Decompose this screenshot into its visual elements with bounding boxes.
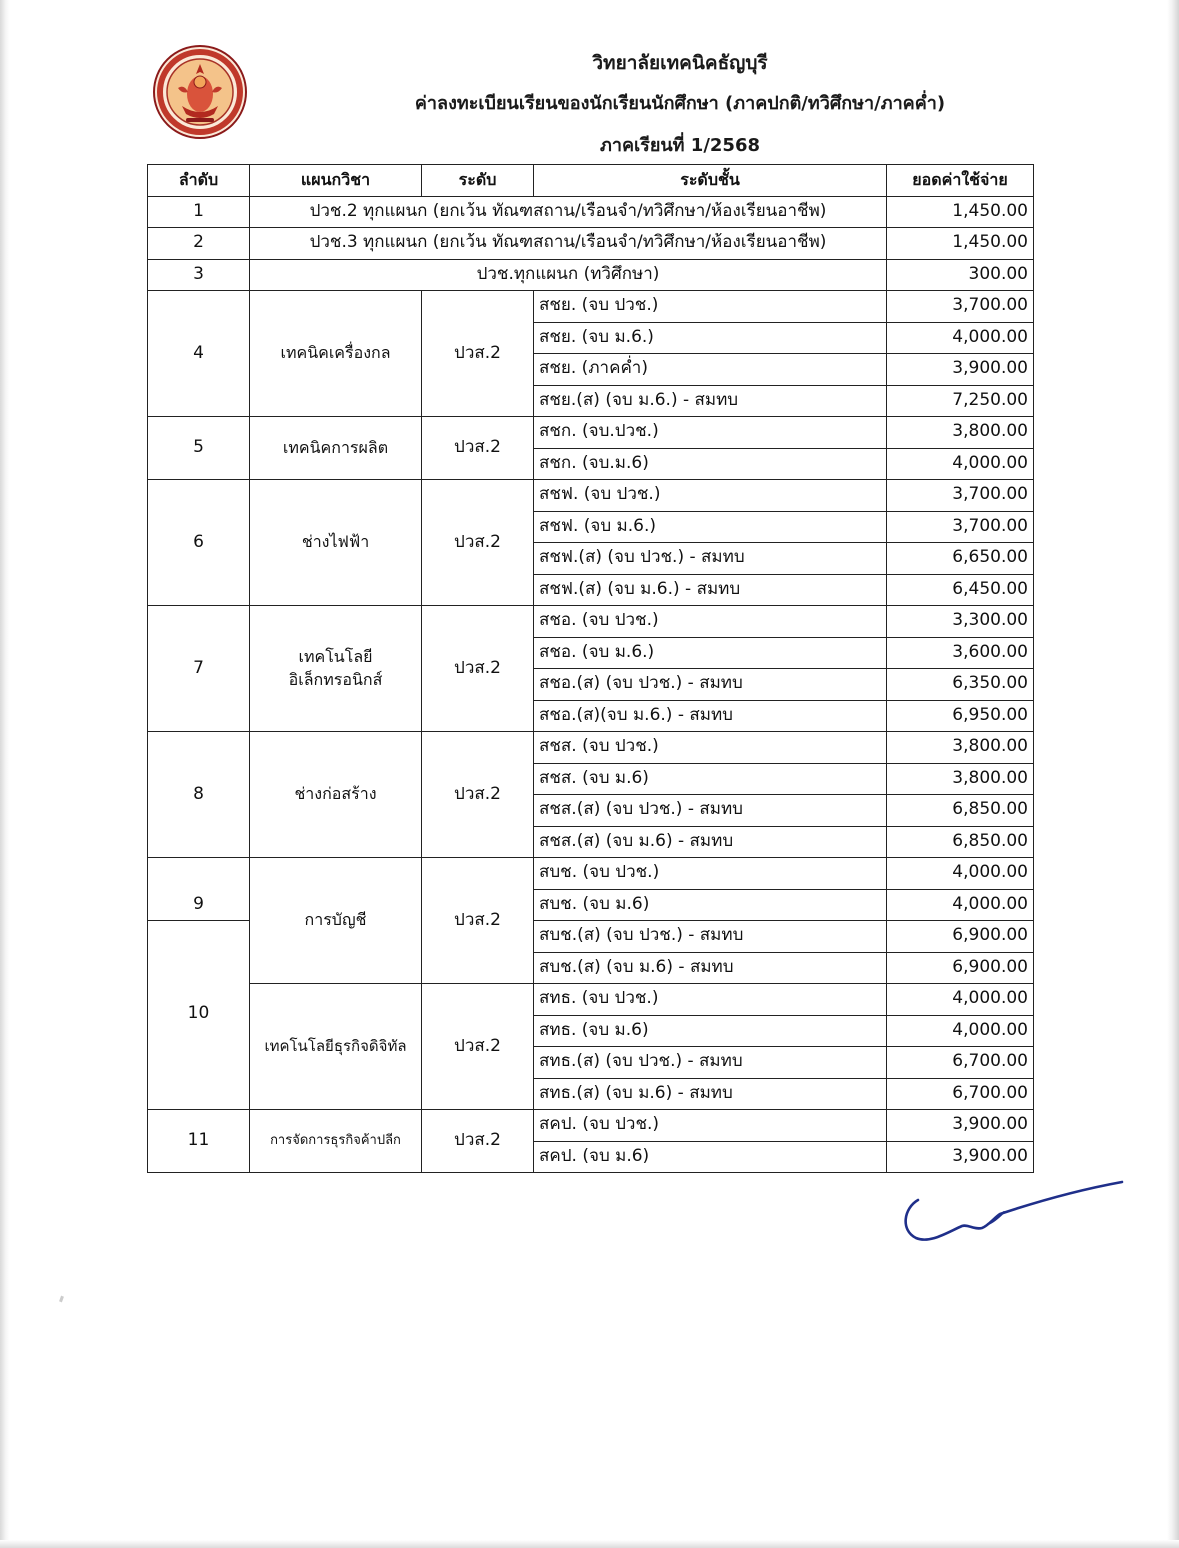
class-label: สชย. (ภาคค่ำ) — [534, 354, 887, 386]
row-description: ปวช.3 ทุกแผนก (ยกเว้น ทัณฑสถาน/เรือนจำ/ทวิศึกษา/ห้องเรียนอาชีพ) — [250, 228, 887, 260]
class-label: สคป. (จบ ม.6) — [534, 1141, 887, 1173]
table-row — [148, 196, 1034, 228]
college-seal-logo — [152, 44, 248, 140]
college-name: วิทยาลัยเทคนิคธัญบุรี — [592, 52, 768, 74]
class-label: สชอ. (จบ ปวช.) — [534, 606, 887, 638]
class-label: สชก. (จบ.ปวช.) — [534, 417, 887, 449]
class-amount: 3,300.00 — [887, 606, 1034, 638]
class-label: สคป. (จบ ปวช.) — [534, 1110, 887, 1142]
class-label: สชย.(ส) (จบ ม.6.) - สมทบ — [534, 385, 887, 417]
class-amount: 3,900.00 — [887, 354, 1034, 386]
class-amount: 3,600.00 — [887, 637, 1034, 669]
class-amount: 6,850.00 — [887, 826, 1034, 858]
class-amount: 4,000.00 — [887, 889, 1034, 921]
table-header-row — [148, 165, 1034, 197]
registration-fee-table — [147, 164, 1034, 1173]
class-amount: 3,700.00 — [887, 511, 1034, 543]
class-label: สชฟ.(ส) (จบ ม.6.) - สมทบ — [534, 574, 887, 606]
row-no: 3 — [148, 259, 250, 291]
class-label: สชย. (จบ ปวช.) — [534, 291, 887, 323]
group-department: เทคนิคเครื่องกล — [250, 291, 422, 417]
page-shadow-right — [1167, 0, 1179, 1548]
group-department: การจัดการธุรกิจค้าปลีก — [250, 1110, 422, 1173]
row-amount: 1,450.00 — [887, 228, 1034, 260]
group-no: 9 — [148, 858, 250, 921]
table-row — [148, 1110, 1034, 1142]
class-label: สชฟ. (จบ ปวช.) — [534, 480, 887, 512]
class-amount: 6,350.00 — [887, 669, 1034, 701]
group-no: 8 — [148, 732, 250, 858]
group-no: 7 — [148, 606, 250, 732]
class-amount: 4,000.00 — [887, 984, 1034, 1016]
row-no: 1 — [148, 196, 250, 228]
class-label: สชฟ. (จบ ม.6.) — [534, 511, 887, 543]
class-amount: 6,450.00 — [887, 574, 1034, 606]
table-row — [148, 259, 1034, 291]
semester-label: ภาคเรียนที่ 1/2568 — [599, 135, 760, 156]
table-row — [148, 228, 1034, 260]
group-department: การบัญชี — [250, 858, 422, 984]
table-row — [148, 606, 1034, 638]
col-header-class: ระดับชั้น — [534, 165, 887, 197]
class-amount: 3,700.00 — [887, 480, 1034, 512]
class-amount: 6,900.00 — [887, 952, 1034, 984]
class-amount: 6,700.00 — [887, 1047, 1034, 1079]
group-department — [250, 606, 422, 732]
class-amount: 4,000.00 — [887, 322, 1034, 354]
group-no: 10 — [148, 921, 250, 1110]
group-level: ปวส.2 — [422, 732, 534, 858]
document-subtitle: ค่าลงทะเบียนเรียนของนักเรียนนักศึกษา (ภาคปกติ/ทวิศึกษา/ภาคค่ำ) — [414, 93, 946, 114]
row-description: ปวช.2 ทุกแผนก (ยกเว้น ทัณฑสถาน/เรือนจำ/ทวิศึกษา/ห้องเรียนอาชีพ) — [250, 196, 887, 228]
group-level: ปวส.2 — [422, 858, 534, 984]
class-label: สบช.(ส) (จบ ม.6) - สมทบ — [534, 952, 887, 984]
col-header-amount: ยอดค่าใช้จ่าย — [887, 165, 1034, 197]
class-amount: 6,700.00 — [887, 1078, 1034, 1110]
row-description: ปวช.ทุกแผนก (ทวิศึกษา) — [250, 259, 887, 291]
group-department: เทคนิคการผลิต — [250, 417, 422, 480]
class-amount: 6,850.00 — [887, 795, 1034, 827]
group-department: ช่างไฟฟ้า — [250, 480, 422, 606]
class-amount: 6,900.00 — [887, 921, 1034, 953]
class-label: สชฟ.(ส) (จบ ปวช.) - สมทบ — [534, 543, 887, 575]
class-label: สชย. (จบ ม.6.) — [534, 322, 887, 354]
class-label: สชก. (จบ.ม.6) — [534, 448, 887, 480]
department-line-2: อิเล็กทรอนิกส์ — [288, 669, 383, 689]
class-amount: 3,800.00 — [887, 763, 1034, 795]
class-amount: 6,650.00 — [887, 543, 1034, 575]
group-level: ปวส.2 — [422, 1110, 534, 1173]
group-level: ปวส.2 — [422, 417, 534, 480]
class-label: สชส.(ส) (จบ ปวช.) - สมทบ — [534, 795, 887, 827]
group-department: ช่างก่อสร้าง — [250, 732, 422, 858]
class-amount: 3,800.00 — [887, 417, 1034, 449]
col-header-level: ระดับ — [422, 165, 534, 197]
class-label: สชส.(ส) (จบ ม.6) - สมทบ — [534, 826, 887, 858]
class-amount: 7,250.00 — [887, 385, 1034, 417]
row-amount: 300.00 — [887, 259, 1034, 291]
table-row — [148, 858, 1034, 890]
class-label: สชอ.(ส)(จบ ม.6.) - สมทบ — [534, 700, 887, 732]
class-label: สทธ. (จบ ม.6) — [534, 1015, 887, 1047]
class-amount: 4,000.00 — [887, 858, 1034, 890]
row-no: 2 — [148, 228, 250, 260]
class-amount: 3,700.00 — [887, 291, 1034, 323]
class-label: สบช. (จบ ปวช.) — [534, 858, 887, 890]
table-row — [148, 732, 1034, 764]
class-label: สทธ. (จบ ปวช.) — [534, 984, 887, 1016]
group-level: ปวส.2 — [422, 480, 534, 606]
page-shadow-left — [0, 0, 10, 1548]
class-amount: 6,950.00 — [887, 700, 1034, 732]
class-amount: 3,900.00 — [887, 1110, 1034, 1142]
table-row — [148, 417, 1034, 449]
class-label: สบช.(ส) (จบ ปวช.) - สมทบ — [534, 921, 887, 953]
table-row — [148, 291, 1034, 323]
group-level: ปวส.2 — [422, 984, 534, 1110]
class-amount: 3,800.00 — [887, 732, 1034, 764]
table-row — [148, 480, 1034, 512]
row-amount: 1,450.00 — [887, 196, 1034, 228]
group-no: 11 — [148, 1110, 250, 1173]
class-label: สชส. (จบ ปวช.) — [534, 732, 887, 764]
class-amount: 4,000.00 — [887, 1015, 1034, 1047]
class-label: สทธ.(ส) (จบ ม.6) - สมทบ — [534, 1078, 887, 1110]
group-level: ปวส.2 — [422, 291, 534, 417]
page-shadow-bottom — [0, 1540, 1179, 1548]
class-label: สทธ.(ส) (จบ ปวช.) - สมทบ — [534, 1047, 887, 1079]
group-department: เทคโนโลยีธุรกิจดิจิทัล — [250, 984, 422, 1110]
department-line-1: เทคโนโลยี — [298, 646, 373, 666]
paper-mark — [59, 1296, 64, 1303]
class-label: สชส. (จบ ม.6) — [534, 763, 887, 795]
class-label: สบช. (จบ ม.6) — [534, 889, 887, 921]
group-no: 5 — [148, 417, 250, 480]
col-header-department: แผนกวิชา — [250, 165, 422, 197]
table-row — [148, 984, 1034, 1016]
col-header-no: ลำดับ — [148, 165, 250, 197]
handwritten-signature — [896, 1172, 1126, 1252]
class-label: สชอ. (จบ ม.6.) — [534, 637, 887, 669]
group-level: ปวส.2 — [422, 606, 534, 732]
class-amount: 4,000.00 — [887, 448, 1034, 480]
group-no: 6 — [148, 480, 250, 606]
class-amount: 3,900.00 — [887, 1141, 1034, 1173]
class-label: สชอ.(ส) (จบ ปวช.) - สมทบ — [534, 669, 887, 701]
group-no: 4 — [148, 291, 250, 417]
